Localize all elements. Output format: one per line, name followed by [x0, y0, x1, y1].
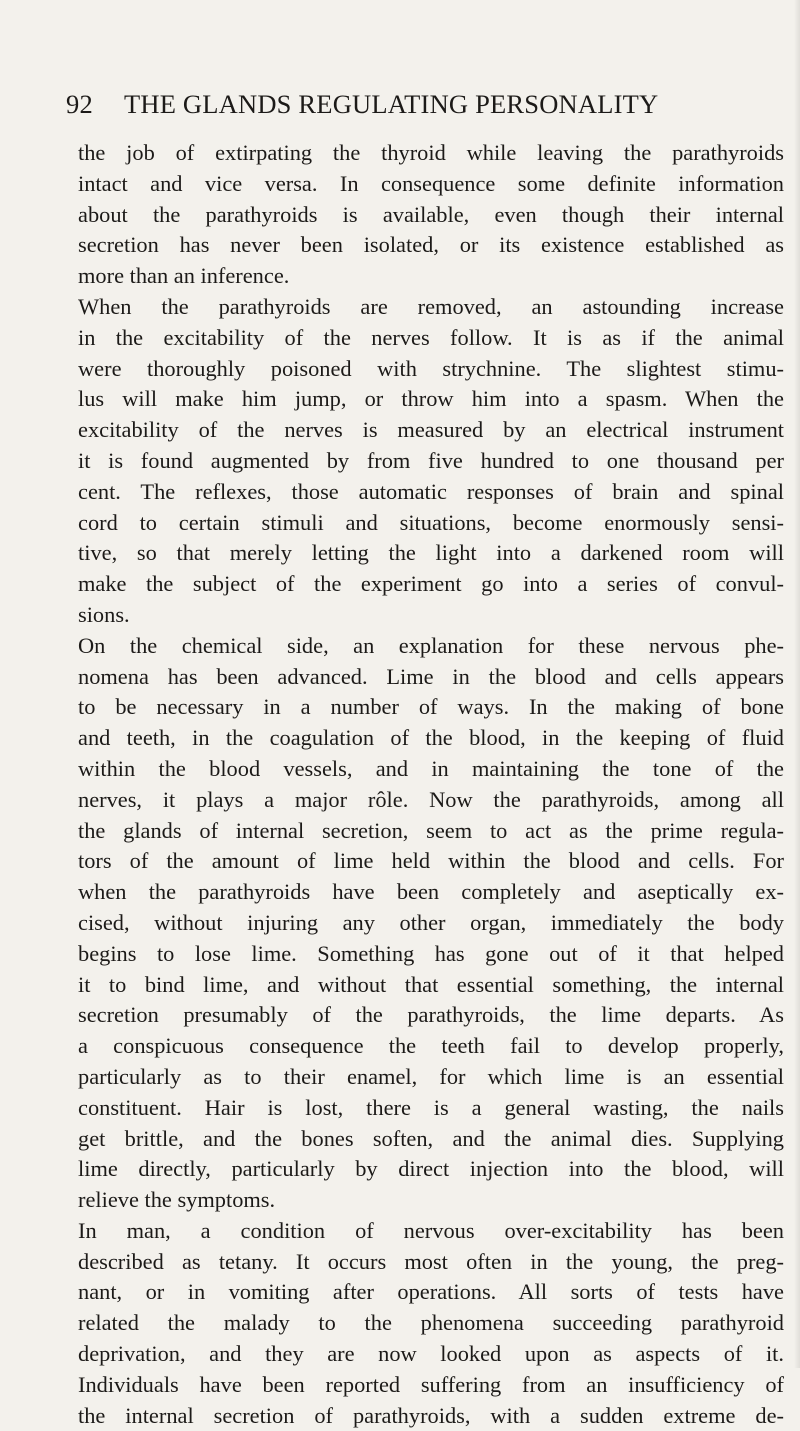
text-line: a conspicuous consequence the teeth fail to develop properly,: [78, 1033, 784, 1059]
text-line: described as tetany. It occurs most often in the young, the preg-: [78, 1248, 784, 1274]
text-line: tive, so that merely letting the light into a darkened room will: [78, 540, 784, 566]
text-line: lus will make him jump, or throw him into a spasm. When the: [78, 386, 784, 412]
text-line: secretion has never been isolated, or its existence established as: [78, 232, 784, 258]
paragraph: [78, 292, 784, 631]
text-line: make the subject of the experiment go into a series of convul-: [78, 571, 784, 597]
text-line: secretion presumably of the parathyroids, the lime departs. As: [78, 1002, 784, 1028]
text-line: begins to lose lime. Something has gone out of it that helped: [78, 940, 784, 966]
text-line: nant, or in vomiting after operations. All sorts of tests have: [78, 1279, 784, 1305]
text-line: When the parathyroids are removed, an astounding increase: [78, 293, 784, 319]
text-line: In man, a condition of nervous over-excitability has been: [78, 1217, 784, 1243]
paragraph: [78, 631, 784, 1216]
text-line: cent. The reflexes, those automatic responses of brain and spinal: [78, 478, 784, 504]
text-line: related the malady to the phenomena succeeding parathyroid: [78, 1310, 784, 1336]
text-line: get brittle, and the bones soften, and the animal dies. Supplying: [78, 1125, 784, 1151]
text-line: sions.: [78, 601, 130, 627]
text-line: within the blood vessels, and in maintaining the tone of the: [78, 755, 784, 781]
paragraph: [78, 1216, 784, 1431]
text-line: more than an inference.: [78, 263, 290, 289]
running-title: THE GLANDS REGULATING PERSONALITY: [124, 89, 659, 119]
text-line: it is found augmented by from five hundred to one thousand per: [78, 447, 784, 473]
text-line: cord to certain stimuli and situations, become enormously sensi-: [78, 509, 784, 535]
text-line: nerves, it plays a major rôle. Now the parathyroids, among all: [78, 786, 784, 812]
text-line: deprivation, and they are now looked upon as aspects of it.: [78, 1341, 784, 1367]
text-line: the job of extirpating the thyroid while leaving the parathyroids: [78, 140, 784, 165]
body-text: [78, 138, 784, 1431]
text-line: On the chemical side, an explanation for these nervous phe-: [78, 632, 784, 658]
text-line: the glands of internal secretion, seem to act as the prime regula-: [78, 817, 784, 843]
text-line: lime directly, particularly by direct injection into the blood, will: [78, 1156, 784, 1182]
text-line: nomena has been advanced. Lime in the blood and cells appears: [78, 663, 784, 689]
text-line: in the excitability of the nerves follow. It is as if the animal: [78, 324, 784, 350]
text-line: relieve the symptoms.: [78, 1187, 276, 1213]
text-line: were thoroughly poisoned with strychnine. The slightest stimu-: [78, 355, 784, 381]
text-line: and teeth, in the coagulation of the blood, in the keeping of fluid: [78, 725, 784, 751]
text-line: intact and vice versa. In consequence some definite information: [78, 170, 784, 196]
text-line: constituent. Hair is lost, there is a general wasting, the nails: [78, 1094, 784, 1120]
text-line: about the parathyroids is available, even though their internal: [78, 201, 784, 227]
paragraph: [78, 138, 784, 292]
text-line: excitability of the nerves is measured by an electrical instrument: [78, 417, 784, 443]
text-line: tors of the amount of lime held within the blood and cells. For: [78, 848, 784, 874]
text-line: particularly as to their enamel, for which lime is an essential: [78, 1063, 784, 1089]
page-edge-shadow: [794, 0, 800, 1368]
text-line: the internal secretion of parathyroids, with a sudden extreme de-: [78, 1402, 784, 1428]
text-line: when the parathyroids have been completely and aseptically ex-: [78, 879, 784, 905]
page-number: 92: [66, 89, 93, 119]
text-line: to be necessary in a number of ways. In the making of bone: [78, 694, 784, 720]
text-line: it to bind lime, and without that essential something, the internal: [78, 971, 784, 997]
running-header: [66, 88, 766, 120]
text-line: Individuals have been reported suffering from an insufficiency of: [78, 1371, 784, 1397]
text-line: cised, without injuring any other organ, immediately the body: [78, 909, 784, 935]
